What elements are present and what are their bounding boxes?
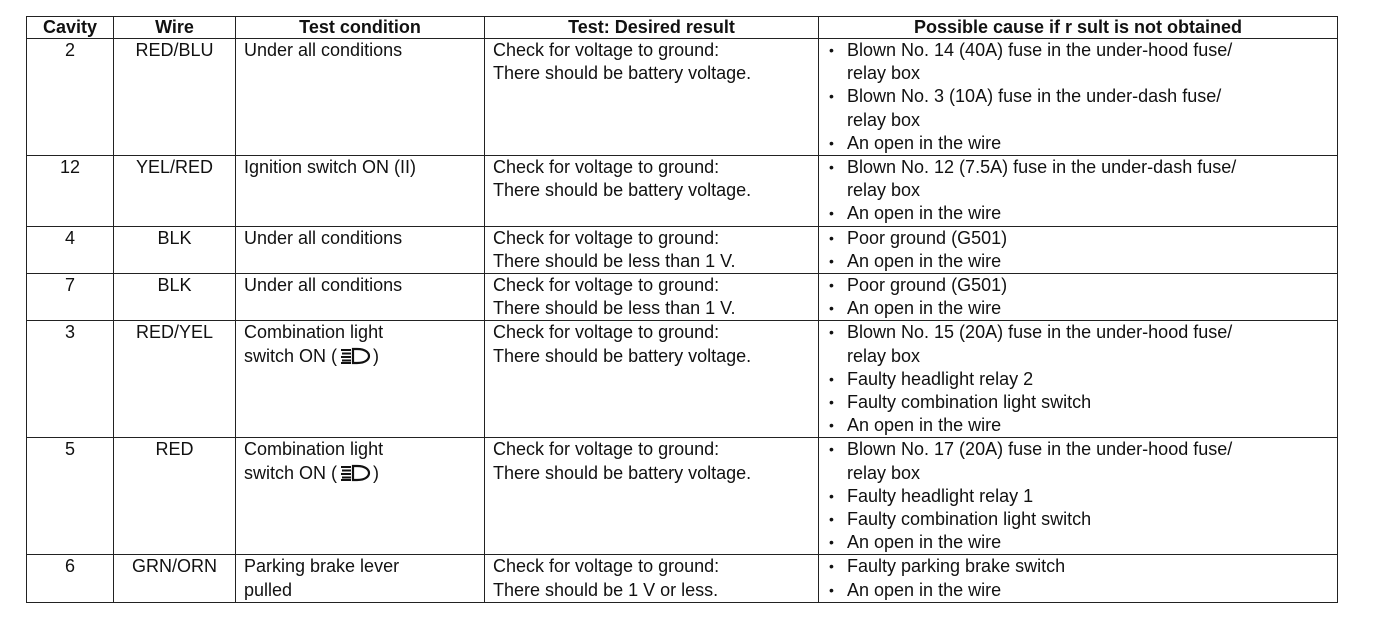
headlight-high-beam-icon	[338, 464, 372, 488]
cause-line: • Poor ground (G501)	[847, 275, 1008, 296]
possible-cause-cell	[819, 321, 1338, 438]
cause-item	[827, 250, 1329, 273]
test-condition-cell	[236, 156, 485, 227]
cause-line: • Faulty headlight relay 2	[847, 368, 1034, 389]
test-condition-line	[244, 345, 476, 371]
cause-list	[827, 156, 1329, 226]
possible-cause-cell	[819, 226, 1338, 273]
desired-result-line: Check for voltage to ground:	[493, 40, 720, 60]
test-condition-text: Ignition switch ON (II)	[244, 157, 417, 178]
table-row	[27, 39, 1338, 156]
possible-cause-cell	[819, 555, 1338, 602]
desired-result-line: Check for voltage to ground:	[493, 227, 720, 248]
cause-line: relay box	[847, 180, 921, 201]
cause-line: • Blown No. 15 (20A) fuse in the under-hood fuse/	[847, 322, 1233, 343]
test-condition-cell	[236, 226, 485, 273]
cavity-cell: 4	[27, 226, 114, 273]
desired-result-cell	[485, 39, 819, 156]
wire-cell: RED/YEL	[114, 321, 236, 438]
wire-cell: BLK	[114, 274, 236, 321]
table-row	[27, 438, 1338, 555]
possible-cause-cell	[819, 438, 1338, 555]
cause-item	[827, 85, 1329, 131]
possible-cause-cell	[819, 274, 1338, 321]
cavity-cell: 6	[27, 555, 114, 602]
cause-item	[827, 227, 1329, 250]
test-condition-cell	[236, 39, 485, 156]
header-wire: Wire	[114, 17, 236, 39]
desired-result-cell	[485, 156, 819, 227]
cause-line: • Poor ground (G501)	[847, 227, 1008, 248]
cause-item	[827, 39, 1329, 85]
cause-item	[827, 485, 1329, 508]
cause-item	[827, 579, 1329, 602]
connector-test-table	[26, 16, 1338, 603]
wire-cell: GRN/ORN	[114, 555, 236, 602]
test-condition-suffix: )	[373, 345, 380, 366]
desired-result-line: Check for voltage to ground:	[493, 439, 720, 460]
test-condition-line	[244, 274, 476, 297]
test-condition-line	[244, 156, 476, 179]
test-condition-text: switch ON (	[244, 345, 338, 366]
wire-cell: YEL/RED	[114, 156, 236, 227]
desired-result-line: There should be battery voltage.	[493, 462, 752, 483]
desired-result-line: There should be 1 V or less.	[493, 579, 719, 600]
test-condition-text: switch ON (	[244, 462, 338, 483]
desired-result-cell	[485, 321, 819, 438]
desired-result-cell	[485, 555, 819, 602]
test-condition-cell	[236, 274, 485, 321]
cause-line: • Blown No. 12 (7.5A) fuse in the under-dash fuse/	[847, 157, 1237, 178]
headlight-high-beam-icon	[338, 347, 372, 371]
cause-item	[827, 391, 1329, 414]
cause-item	[827, 132, 1329, 155]
cause-item	[827, 414, 1329, 437]
cause-line: relay box	[847, 109, 921, 130]
cause-item	[827, 274, 1329, 297]
cause-list	[827, 555, 1329, 601]
header-test-condition: Test condition	[236, 17, 485, 39]
table-row	[27, 156, 1338, 227]
cause-list	[827, 438, 1329, 554]
table-row	[27, 321, 1338, 438]
cause-line: • Faulty combination light switch	[847, 392, 1092, 413]
possible-cause-cell	[819, 39, 1338, 156]
cause-item	[827, 156, 1329, 202]
cause-item	[827, 297, 1329, 320]
test-condition-line	[244, 579, 476, 602]
test-condition-text: Under all conditions	[244, 40, 403, 60]
cause-line: • An open in the wire	[847, 579, 1002, 600]
wire-cell: BLK	[114, 226, 236, 273]
cause-item	[827, 202, 1329, 225]
cause-line: relay box	[847, 63, 921, 84]
test-condition-line	[244, 227, 476, 250]
cause-list	[827, 274, 1329, 320]
test-condition-cell	[236, 438, 485, 555]
cavity-cell: 2	[27, 39, 114, 156]
cause-line: • Blown No. 14 (40A) fuse in the under-hood fuse/	[847, 40, 1233, 60]
cause-line: • Blown No. 17 (20A) fuse in the under-hood fuse/	[847, 439, 1233, 460]
cause-item	[827, 438, 1329, 484]
desired-result-cell	[485, 438, 819, 555]
test-condition-text: Combination light	[244, 322, 384, 343]
desired-result-line: There should be battery voltage.	[493, 180, 752, 201]
test-condition-line	[244, 462, 476, 488]
desired-result-line: There should be less than 1 V.	[493, 298, 736, 319]
test-condition-line	[244, 321, 476, 344]
desired-result-line: There should be less than 1 V.	[493, 250, 736, 271]
cause-line: relay box	[847, 345, 921, 366]
cavity-cell: 3	[27, 321, 114, 438]
desired-result-line: Check for voltage to ground:	[493, 322, 720, 343]
cause-list	[827, 227, 1329, 273]
cause-line: • Faulty parking brake switch	[847, 556, 1066, 577]
test-condition-text: Under all conditions	[244, 275, 403, 296]
test-condition-cell	[236, 555, 485, 602]
desired-result-line: Check for voltage to ground:	[493, 275, 720, 296]
test-condition-line	[244, 555, 476, 578]
cause-item	[827, 531, 1329, 554]
test-condition-text: Combination light	[244, 439, 384, 460]
table-body	[27, 39, 1338, 603]
cause-line: • An open in the wire	[847, 532, 1002, 553]
header-desired-result: Test: Desired result	[485, 17, 819, 39]
cause-item	[827, 555, 1329, 578]
desired-result-cell	[485, 226, 819, 273]
table-row	[27, 555, 1338, 602]
table-row	[27, 226, 1338, 273]
cause-line: • An open in the wire	[847, 203, 1002, 224]
cavity-cell: 12	[27, 156, 114, 227]
header-possible-cause: Possible cause if r sult is not obtained	[819, 17, 1338, 39]
test-condition-text: Under all conditions	[244, 227, 403, 248]
desired-result-line: There should be battery voltage.	[493, 345, 752, 366]
table-header	[27, 17, 1338, 39]
cause-item	[827, 368, 1329, 391]
cause-line: • Faulty combination light switch	[847, 509, 1092, 530]
cause-list	[827, 321, 1329, 437]
cause-item	[827, 321, 1329, 367]
header-row	[27, 17, 1338, 39]
wire-cell: RED/BLU	[114, 39, 236, 156]
cavity-cell: 7	[27, 274, 114, 321]
cause-line: • An open in the wire	[847, 250, 1002, 271]
test-condition-line	[244, 39, 476, 62]
test-condition-text: pulled	[244, 579, 293, 600]
possible-cause-cell	[819, 156, 1338, 227]
cause-line: • Blown No. 3 (10A) fuse in the under-dash fuse/	[847, 86, 1222, 107]
cause-item	[827, 508, 1329, 531]
desired-result-line: There should be battery voltage.	[493, 63, 752, 84]
test-condition-line	[244, 438, 476, 461]
test-condition-cell	[236, 321, 485, 438]
desired-result-cell	[485, 274, 819, 321]
cause-line: relay box	[847, 462, 921, 483]
cause-line: • An open in the wire	[847, 415, 1002, 436]
table-row	[27, 274, 1338, 321]
cause-line: • An open in the wire	[847, 132, 1002, 153]
cause-line: • An open in the wire	[847, 298, 1002, 319]
test-condition-text: Parking brake lever	[244, 556, 400, 577]
desired-result-line: Check for voltage to ground:	[493, 157, 720, 178]
test-condition-suffix: )	[373, 462, 380, 483]
cavity-cell: 5	[27, 438, 114, 555]
header-cavity: Cavity	[27, 17, 114, 39]
wire-cell: RED	[114, 438, 236, 555]
cause-line: • Faulty headlight relay 1	[847, 485, 1034, 506]
cause-list	[827, 39, 1329, 155]
desired-result-line: Check for voltage to ground:	[493, 556, 720, 577]
